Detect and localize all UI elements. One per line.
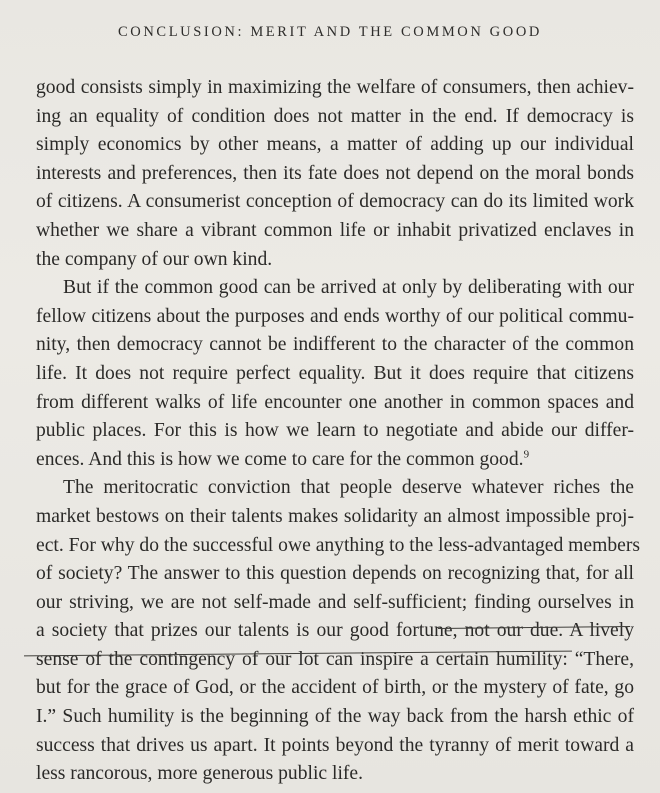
running-header: CONCLUSION: MERIT AND THE COMMON GOOD xyxy=(118,24,542,40)
text-line: market bestows on their talents makes solidarity an almost impossible proj- xyxy=(36,505,634,527)
text-line: ences. And this is how we come to care for the common good. xyxy=(36,448,524,470)
text-line: success that drives us apart. It points beyond the tyranny of merit toward a xyxy=(36,734,634,756)
text-line: a society that prizes our talents is our good fortune, not our due. A lively xyxy=(36,620,634,642)
body-text xyxy=(36,74,640,789)
text-line: of citizens. A consumerist conception of democracy can do its limited work xyxy=(36,191,634,213)
paragraph-2 xyxy=(36,274,634,474)
text-line: whether we share a vibrant common life or inhabit privatized enclaves in xyxy=(36,219,634,241)
text-line: I.” Such humility is the beginning of the way back from the harsh ethic of xyxy=(36,706,634,728)
paragraph-1 xyxy=(36,74,634,274)
text-line: but for the grace of God, or the accident of birth, or the mystery of fate, go xyxy=(36,677,634,699)
text-line: sense of the contingency of our lot can inspire a certain humility: “There, xyxy=(36,648,634,670)
text-line: interests and preferences, then its fate does not depend on the moral bonds xyxy=(36,162,634,184)
paragraph-3 xyxy=(36,474,640,789)
text-line: The meritocratic conviction that people deserve whatever riches the xyxy=(63,477,634,499)
text-line: fellow citizens about the purposes and ends worthy of our political commu- xyxy=(36,305,634,327)
text-line: life. It does not require perfect equality. But it does require that citizens xyxy=(36,362,634,384)
text-line: the company of our own kind. xyxy=(36,248,273,270)
text-line: ing an equality of condition does not matter in the end. If democracy is xyxy=(36,105,634,127)
text-line: simply economics by other means, a matter of adding up our individual xyxy=(36,134,634,156)
text-line: of society? The answer to this question depends on recognizing that, for all xyxy=(36,563,634,585)
text-line: nity, then democracy cannot be indifferent to the character of the common xyxy=(36,334,634,356)
text-line: good consists simply in maximizing the welfare of consumers, then achiev- xyxy=(36,77,634,98)
text-line: But if the common good can be arrived at only by deliberating with our xyxy=(63,277,634,299)
text-line: from different walks of life encounter one another in common spaces and xyxy=(36,391,634,413)
text-line: public places. For this is how we learn to negotiate and abide our differ- xyxy=(36,420,634,442)
text-line: less rancorous, more generous public life. xyxy=(36,763,364,785)
text-line: ect. For why do the successful owe anything to the less-advantaged members xyxy=(36,534,640,556)
text-line: our striving, we are not self-made and self-sufficient; finding ourselves in xyxy=(36,591,634,613)
footnote-mark[interactable]: 9 xyxy=(523,448,530,461)
text-line-with-footnote xyxy=(36,446,634,475)
